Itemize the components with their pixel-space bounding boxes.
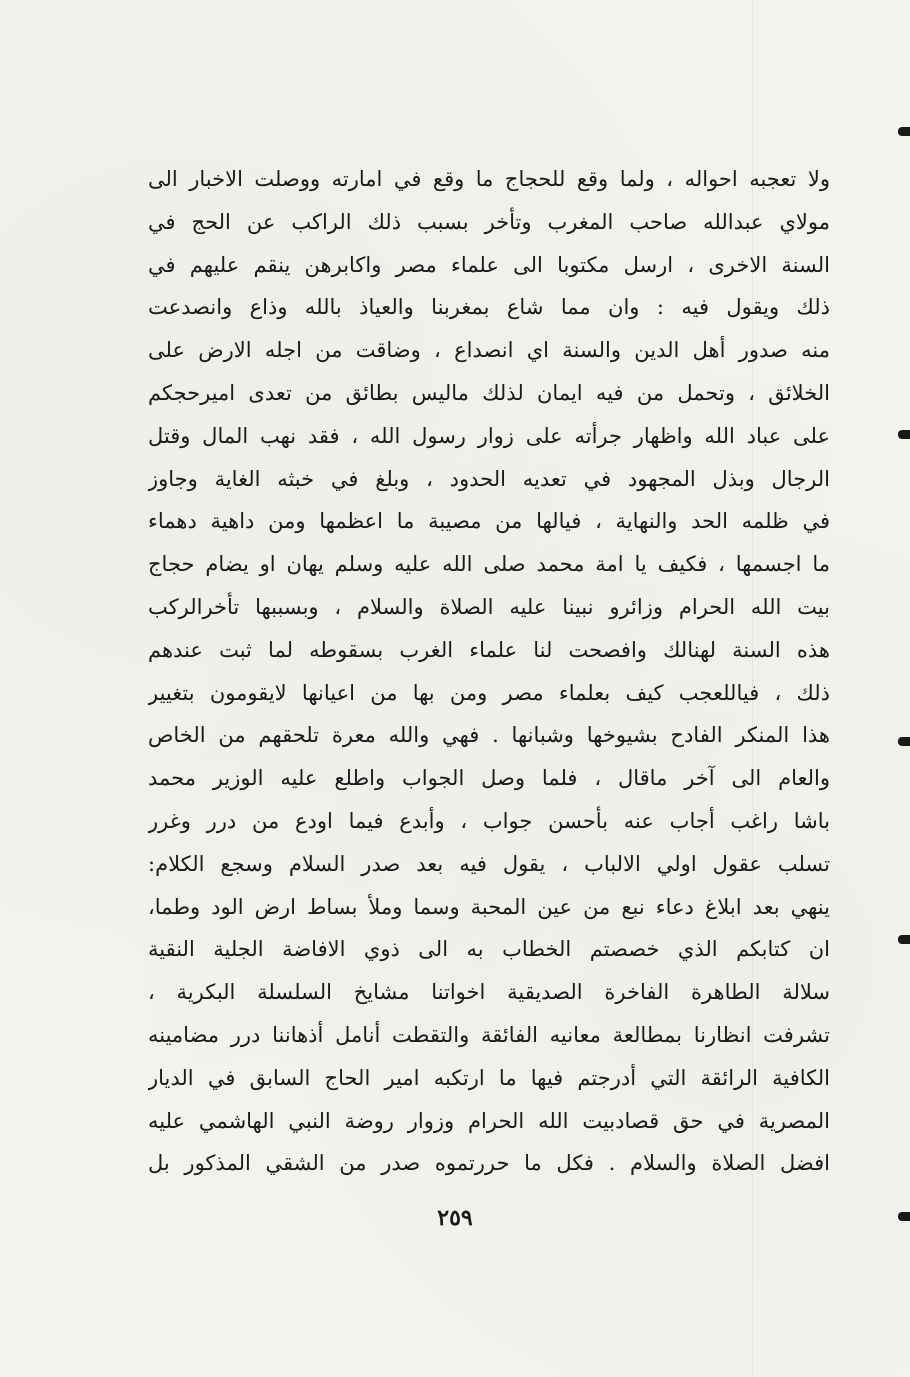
text-line: على عباد الله واظهار جرأته على زوار رسول الله ، فقد نهب المال وقتل [148, 423, 830, 448]
text-line: مولاي عبدالله صاحب المغرب وتأخر بسبب ذلك الراكب عن الحج في [148, 209, 830, 234]
text-line: افضل الصلاة والسلام . فكل ما حررتموه صدر من الشقي المذكور بل [148, 1151, 830, 1176]
text-line: ما اجسمها ، فكيف يا امة محمد صلى الله عليه وسلم يهان او يضام حجاج [148, 552, 830, 577]
text-line: الخلائق ، وتحمل من فيه ايمان لذلك ماليس بطائق من تعدى اميرحجكم [148, 380, 830, 405]
text-line: باشا راغب أجاب عنه بأحسن جواب ، وأبدع فيما اودع من درر وغرر [148, 808, 830, 833]
text-line: هذه السنة لهنالك وافصحت لنا علماء الغرب بسقوطه لما ثبت عندهم [148, 637, 830, 662]
edge-marker [898, 430, 910, 439]
text-line: ولا تعجبه احواله ، ولما وقع للحجاج ما وقع في امارته ووصلت الاخبار الى [148, 167, 830, 191]
edge-marker [898, 935, 910, 944]
text-line: تسلب عقول اولي الالباب ، يقول فيه بعد صدر السلام وسجع الكلام: [148, 851, 830, 876]
text-line: سلالة الطاهرة الفاخرة الصديقية اخواتنا مشايخ السلسلة البكرية ، [148, 980, 830, 1005]
edge-marker [898, 127, 910, 136]
text-line: ذلك ويقول فيه : وان مما شاع بمغربنا والعياذ بالله وذاع وانصدعت [148, 295, 830, 320]
text-line: تشرفت انظارنا بمطالعة معانيه الفائقة والتقطت أنامل أذهاننا درر مضامينه [148, 1022, 830, 1047]
text-line: ان كتابكم الذي خصصتم الخطاب به الى ذوي الافاضة الجلية النقية [148, 937, 830, 962]
text-line: ذلك ، فياللعجب كيف بعلماء مصر ومن بها من اعيانها لايقومون بتغيير [148, 680, 830, 705]
text-line: هذا المنكر الفادح بشيوخها وشبانها . فهي والله معرة تلحقهم من الخاص [148, 723, 830, 748]
body-text [148, 158, 830, 1185]
text-line: في ظلمه الحد والنهاية ، فيالها من مصيبة ما اعظمها ومن داهية دهماء [148, 509, 830, 534]
text-line: السنة الاخرى ، ارسل مكتوبا الى علماء مصر واكابرهن ينقم عليهم في [148, 252, 830, 277]
page-number: ٢٥٩ [437, 1205, 473, 1231]
text-line: الكافية الرائقة التي أدرجتم فيها ما ارتكبه امير الحاج السابق في الديار [148, 1065, 830, 1090]
text-line: والعام الى آخر ماقال ، فلما وصل الجواب واطلع عليه الوزير محمد [148, 766, 830, 791]
text-line: ينهي بعد ابلاغ دعاء نبع من عين المحبة وسما وملأ بساط ارض الود وطما، [148, 894, 830, 919]
text-line: منه صدور أهل الدين والسنة اي انصداع ، وضاقت من اجله الارض على [148, 338, 830, 363]
edge-marker [898, 737, 910, 746]
text-line: الرجال وبذل المجهود في تعديه الحدود ، وبلغ في خبثه الغاية وجاوز [148, 466, 830, 491]
text-line: المصرية في حق قصادبيت الله الحرام وزوار روضة النبي الهاشمي عليه [148, 1108, 830, 1133]
text-line: بيت الله الحرام وزائرو نبينا عليه الصلاة والسلام ، وبسببها تأخرالركب [148, 594, 830, 619]
